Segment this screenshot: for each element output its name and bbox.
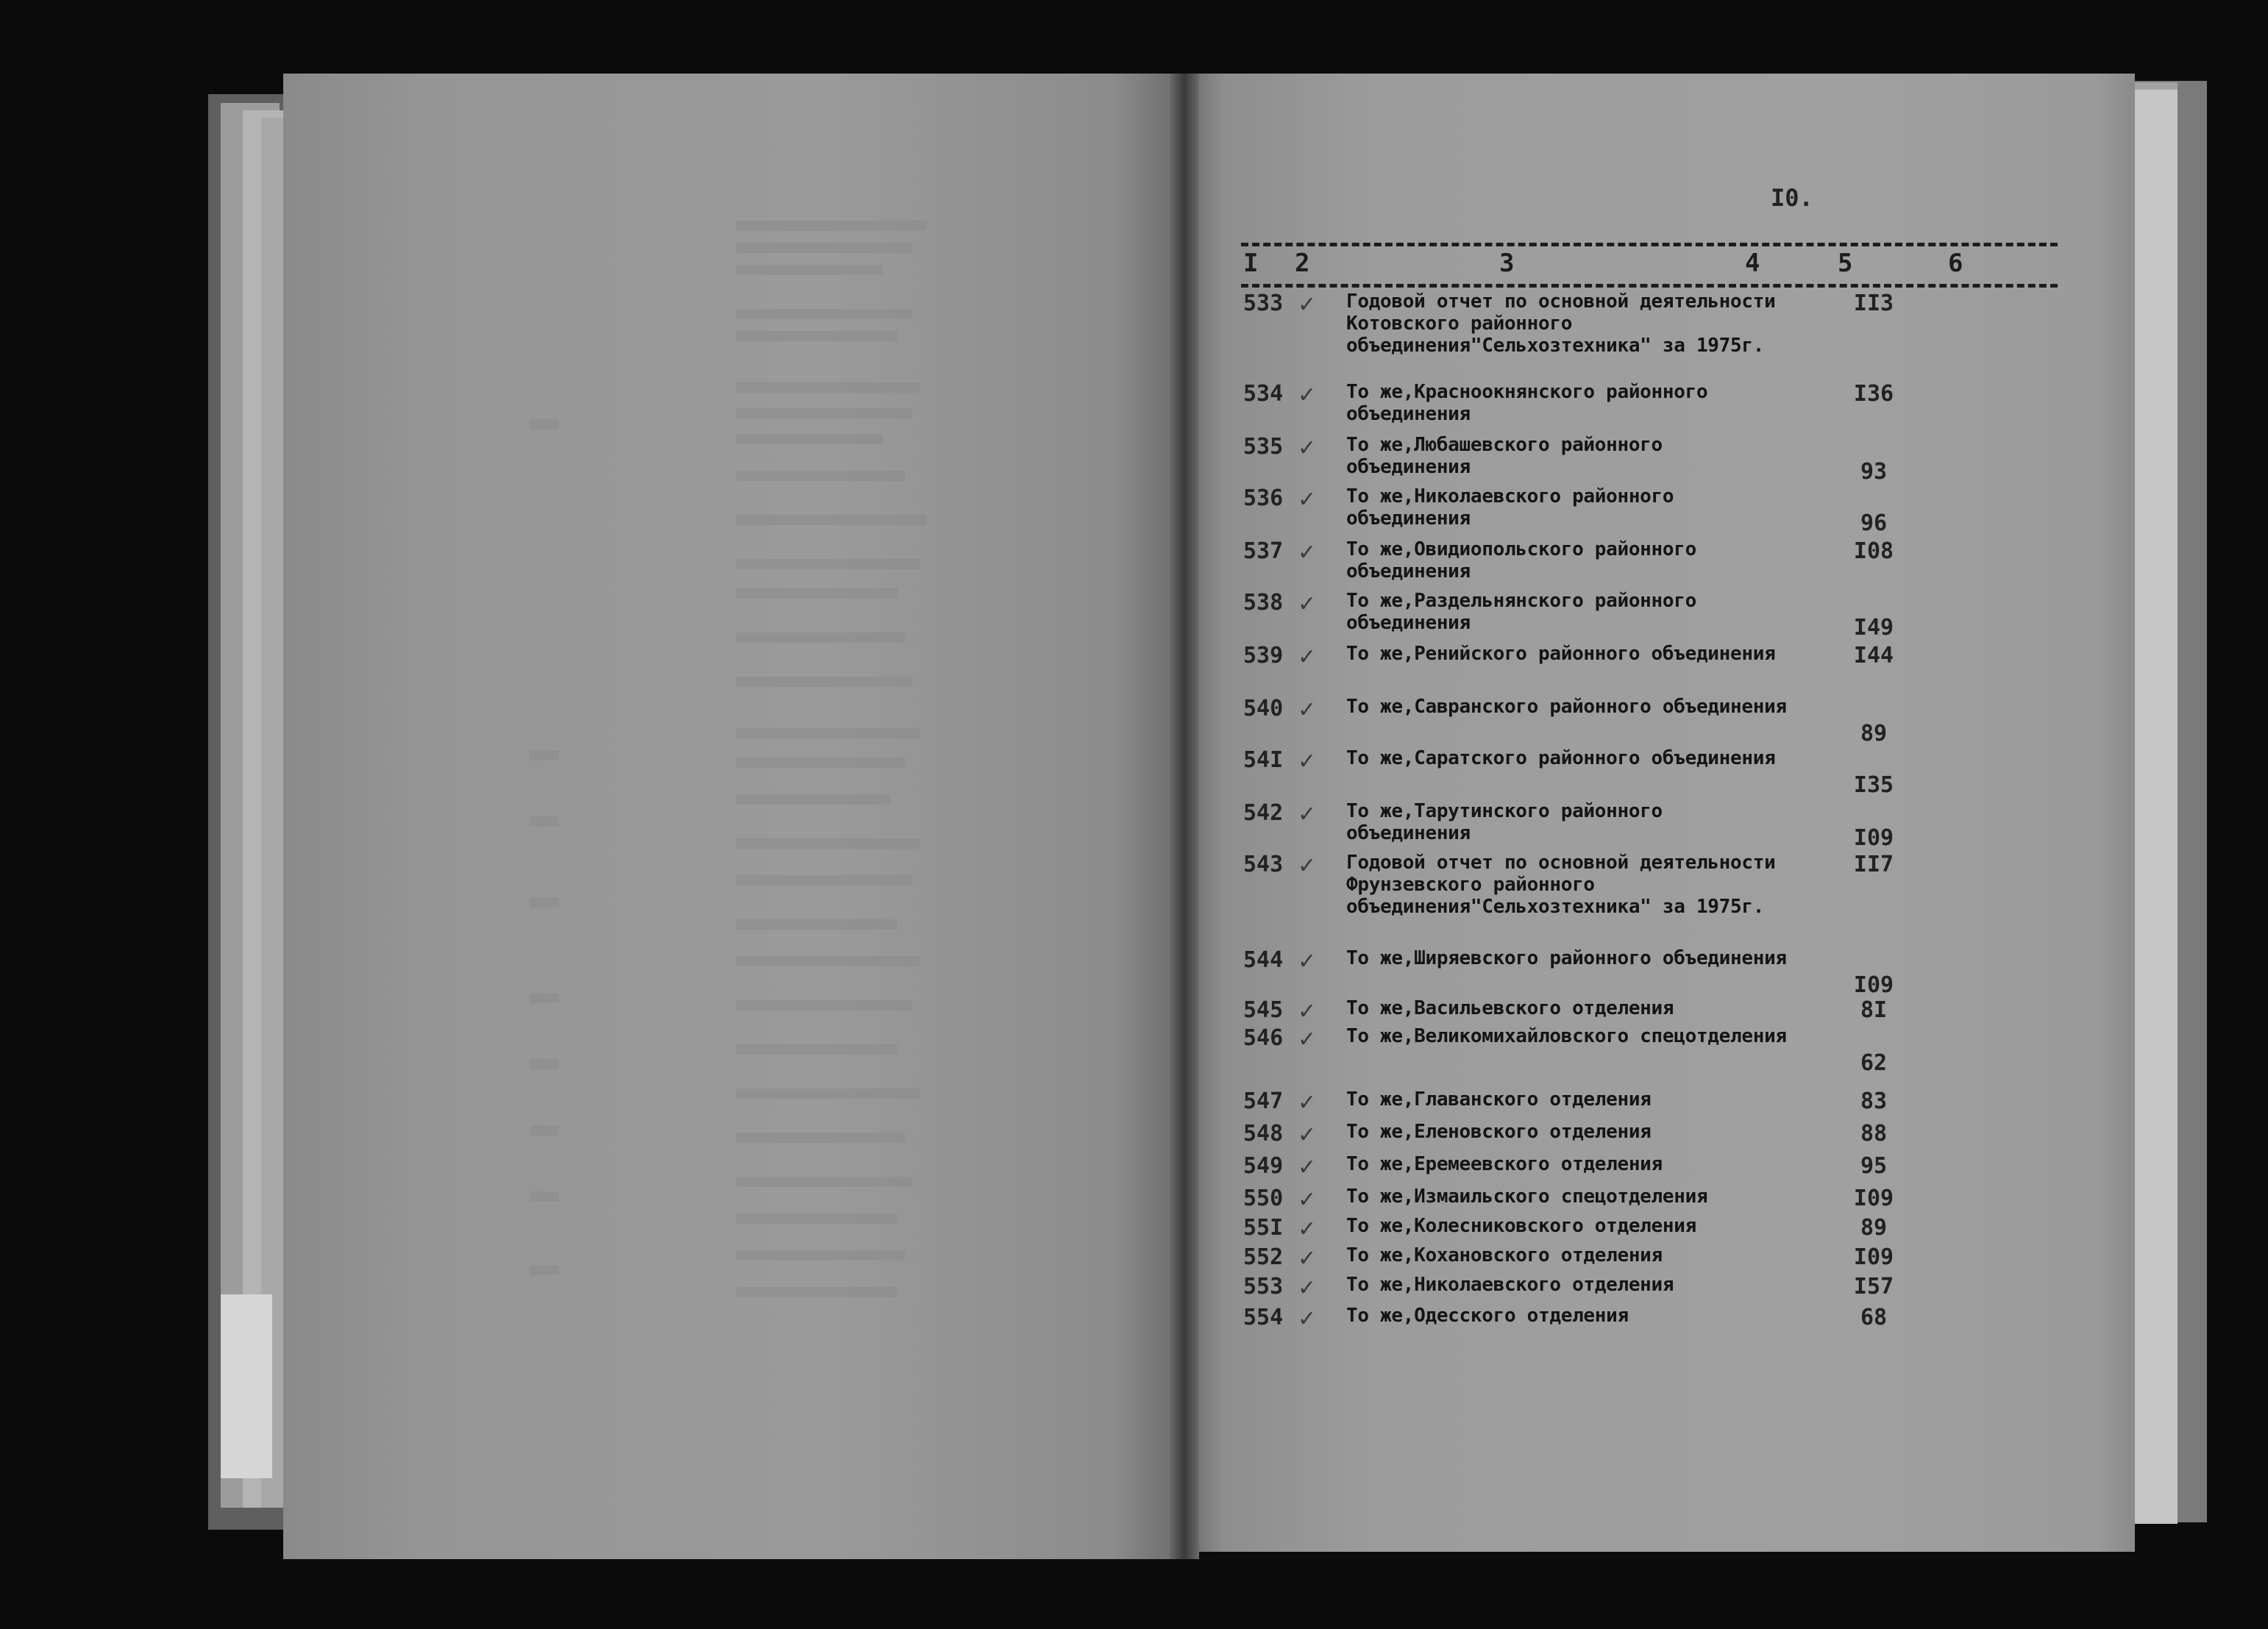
sheet-count: 89	[1860, 1215, 1888, 1241]
item-description: То же,Колесниковского отделения	[1346, 1215, 1696, 1237]
table-row	[1186, 590, 2135, 641]
table-row	[1186, 1274, 2135, 1300]
item-description: То же,Кохановского отделения	[1346, 1244, 1663, 1266]
sheet-count: I09	[1853, 972, 1894, 998]
bleed-through-line	[736, 1213, 897, 1224]
item-description: То же,Измаильского спецотделения	[1346, 1186, 1708, 1208]
bleed-through-line	[530, 1265, 559, 1275]
bleed-through-line	[736, 309, 912, 319]
left-page	[283, 74, 1184, 1559]
sheet-count: II7	[1853, 852, 1894, 877]
column-header-5: 5	[1838, 249, 1853, 278]
sheet-count: I09	[1853, 825, 1894, 851]
checkmark-icon: ✓	[1298, 487, 1317, 513]
bleed-through-line	[736, 588, 897, 599]
sheet-count: 95	[1860, 1153, 1888, 1179]
bleed-through-line	[530, 993, 559, 1003]
item-number: 546	[1243, 1025, 1284, 1051]
table-row	[1186, 1153, 2135, 1180]
checkmark-icon: ✓	[1298, 292, 1317, 318]
bleed-through-line	[530, 750, 559, 760]
item-description: То же,Саратского районного объединения	[1346, 747, 1776, 769]
table-row	[1186, 643, 2135, 691]
item-number: 535	[1243, 434, 1284, 460]
item-description: То же,Савранского районного объединения	[1346, 696, 1787, 718]
table-row	[1186, 1088, 2135, 1115]
checkmark-icon: ✓	[1298, 1216, 1317, 1242]
bleed-through-line	[736, 728, 920, 738]
checkmark-icon: ✓	[1298, 697, 1317, 723]
checkmark-icon: ✓	[1298, 1275, 1317, 1301]
page-edges-right	[2133, 90, 2178, 1524]
table-row	[1186, 696, 2135, 744]
sheet-count: 89	[1860, 721, 1888, 746]
table-row	[1186, 800, 2135, 849]
bleed-through-line	[736, 1088, 920, 1099]
checkmark-icon: ✓	[1298, 1187, 1317, 1213]
item-number: 547	[1243, 1088, 1284, 1114]
checkmark-icon: ✓	[1298, 1027, 1317, 1052]
header-rule-bottom	[1241, 284, 2058, 288]
bleed-through-line	[530, 419, 559, 429]
bleed-through-line	[736, 471, 905, 481]
table-row	[1186, 747, 2135, 796]
bleed-through-line	[736, 1000, 912, 1010]
sheet-count: I09	[1853, 1186, 1894, 1211]
item-number: 54I	[1243, 747, 1284, 773]
table-row	[1186, 1244, 2135, 1271]
bleed-through-line	[530, 897, 559, 908]
bleed-through-line	[530, 1125, 559, 1136]
item-description: То же,Еленовского отделения	[1346, 1121, 1652, 1143]
item-number: 544	[1243, 947, 1284, 973]
column-header-6: 6	[1948, 249, 1963, 278]
item-description: То же,Великомихайловского спецотделения	[1346, 1025, 1787, 1047]
item-number: 545	[1243, 997, 1284, 1023]
table-row	[1186, 997, 2135, 1024]
item-description: То же,Еремеевского отделения	[1346, 1153, 1663, 1175]
sheet-count: I36	[1853, 381, 1894, 407]
checkmark-icon: ✓	[1298, 1246, 1317, 1272]
table-row	[1186, 852, 2135, 944]
bleed-through-line	[736, 1044, 897, 1055]
checkmark-icon: ✓	[1298, 644, 1317, 670]
bleed-through-line	[736, 677, 912, 687]
checkmark-icon: ✓	[1298, 1306, 1317, 1332]
table-row	[1186, 947, 2135, 996]
checkmark-icon: ✓	[1298, 540, 1317, 566]
sheet-count: I44	[1853, 643, 1894, 669]
column-header-2: 2	[1295, 249, 1310, 278]
item-description: То же,Красноокнянского районного объединения	[1346, 381, 1708, 425]
item-number: 538	[1243, 590, 1284, 616]
table-row	[1186, 290, 2135, 383]
checkmark-icon: ✓	[1298, 591, 1317, 617]
item-number: 534	[1243, 381, 1284, 407]
sheet-count: 83	[1860, 1088, 1888, 1114]
table-row	[1186, 434, 2135, 485]
bleed-through-line	[736, 515, 927, 525]
bleed-through-line	[736, 875, 912, 885]
item-number: 553	[1243, 1274, 1284, 1300]
sheet-count: 68	[1860, 1305, 1888, 1330]
checkmark-icon: ✓	[1298, 1122, 1317, 1148]
checkmark-icon: ✓	[1298, 1155, 1317, 1180]
item-description: То же,Любашевского районного объединения	[1346, 434, 1663, 478]
sheet-count: I09	[1853, 1244, 1894, 1270]
item-number: 554	[1243, 1305, 1284, 1330]
inventory-list	[1186, 74, 2135, 1552]
bleed-through-line	[736, 221, 927, 231]
checkmark-icon: ✓	[1298, 749, 1317, 774]
item-description: То же,Николаевского районного объединения	[1346, 485, 1674, 530]
sheet-count: 88	[1860, 1121, 1888, 1147]
table-row	[1186, 1215, 2135, 1241]
page-number: I0.	[1771, 184, 1813, 212]
bleed-through-line	[736, 265, 883, 275]
table-row	[1186, 1186, 2135, 1212]
bleed-through-line	[736, 243, 912, 253]
item-description: То же,Главанского отделения	[1346, 1088, 1652, 1111]
column-header-4: 4	[1745, 249, 1760, 278]
bleed-through-line	[736, 1177, 912, 1187]
table-row	[1186, 1121, 2135, 1147]
item-number: 539	[1243, 643, 1284, 669]
item-description: Годовой отчет по основной деятельности Котовского районного объединения"Сельхозтехника" за 1975г.	[1346, 290, 1776, 357]
bleed-through-line	[530, 816, 559, 827]
bleed-through-line	[530, 1191, 559, 1202]
table-row	[1186, 485, 2135, 534]
item-description: То же,Ренийского районного объединения	[1346, 643, 1776, 665]
page-edges-left-glare	[221, 1294, 272, 1478]
bleed-through-line	[736, 559, 920, 569]
column-header-3: 3	[1499, 249, 1515, 278]
bleed-through-line	[736, 758, 905, 768]
item-number: 55I	[1243, 1215, 1284, 1241]
table-row	[1186, 381, 2135, 429]
item-number: 540	[1243, 696, 1284, 721]
bleed-through-line	[736, 408, 912, 418]
checkmark-icon: ✓	[1298, 999, 1317, 1024]
checkmark-icon: ✓	[1298, 382, 1317, 408]
sheet-count: I35	[1853, 772, 1894, 798]
item-description: То же,Николаевского отделения	[1346, 1274, 1674, 1296]
checkmark-icon: ✓	[1298, 435, 1317, 461]
sheet-count: 8I	[1860, 997, 1888, 1023]
table-row	[1186, 538, 2135, 587]
sheet-count: I57	[1853, 1274, 1894, 1300]
sheet-count: II3	[1853, 290, 1894, 316]
bleed-through-line	[530, 1059, 559, 1069]
item-number: 533	[1243, 290, 1284, 316]
bleed-through-line	[736, 1250, 905, 1261]
item-number: 543	[1243, 852, 1284, 877]
item-description: То же,Овидиопольского районного объединения	[1346, 538, 1696, 582]
checkmark-icon: ✓	[1298, 802, 1317, 827]
item-description: То же,Васильевского отделения	[1346, 997, 1674, 1019]
header-rule-top	[1241, 243, 2058, 246]
item-number: 542	[1243, 800, 1284, 826]
bleed-through-line	[736, 632, 905, 643]
column-header-1: I	[1243, 249, 1259, 278]
bleed-through-line	[736, 794, 890, 805]
item-description: То же,Одесского отделения	[1346, 1305, 1629, 1327]
item-description: Годовой отчет по основной деятельности Фрунзевского районного объединения"Сельхозтехника" за 1975г.	[1346, 852, 1776, 918]
bleed-through-line	[736, 1133, 905, 1143]
bleed-through-line	[736, 838, 920, 849]
table-row	[1186, 1305, 2135, 1331]
sheet-count: 96	[1860, 510, 1888, 536]
item-number: 536	[1243, 485, 1284, 511]
sheet-count: 93	[1860, 459, 1888, 485]
item-description: То же,Тарутинского районного объединения	[1346, 800, 1663, 844]
sheet-count: 62	[1860, 1050, 1888, 1076]
checkmark-icon: ✓	[1298, 853, 1317, 879]
item-number: 537	[1243, 538, 1284, 564]
item-number: 552	[1243, 1244, 1284, 1270]
item-description: То же,Ширяевского районного объединения	[1346, 947, 1787, 969]
bleed-through-line	[736, 919, 897, 930]
checkmark-icon: ✓	[1298, 949, 1317, 974]
bleed-through-line	[736, 956, 920, 966]
bleed-through-line	[736, 331, 897, 341]
item-number: 549	[1243, 1153, 1284, 1179]
sheet-count: I08	[1853, 538, 1894, 564]
checkmark-icon: ✓	[1298, 1090, 1317, 1116]
table-row	[1186, 1025, 2135, 1074]
item-description: То же,Раздельнянского районного объединения	[1346, 590, 1696, 634]
item-number: 550	[1243, 1186, 1284, 1211]
bleed-through-line	[736, 434, 883, 444]
sheet-count: I49	[1853, 615, 1894, 641]
bleed-through-line	[736, 1287, 897, 1297]
bleed-through-line	[736, 382, 920, 393]
item-number: 548	[1243, 1121, 1284, 1147]
